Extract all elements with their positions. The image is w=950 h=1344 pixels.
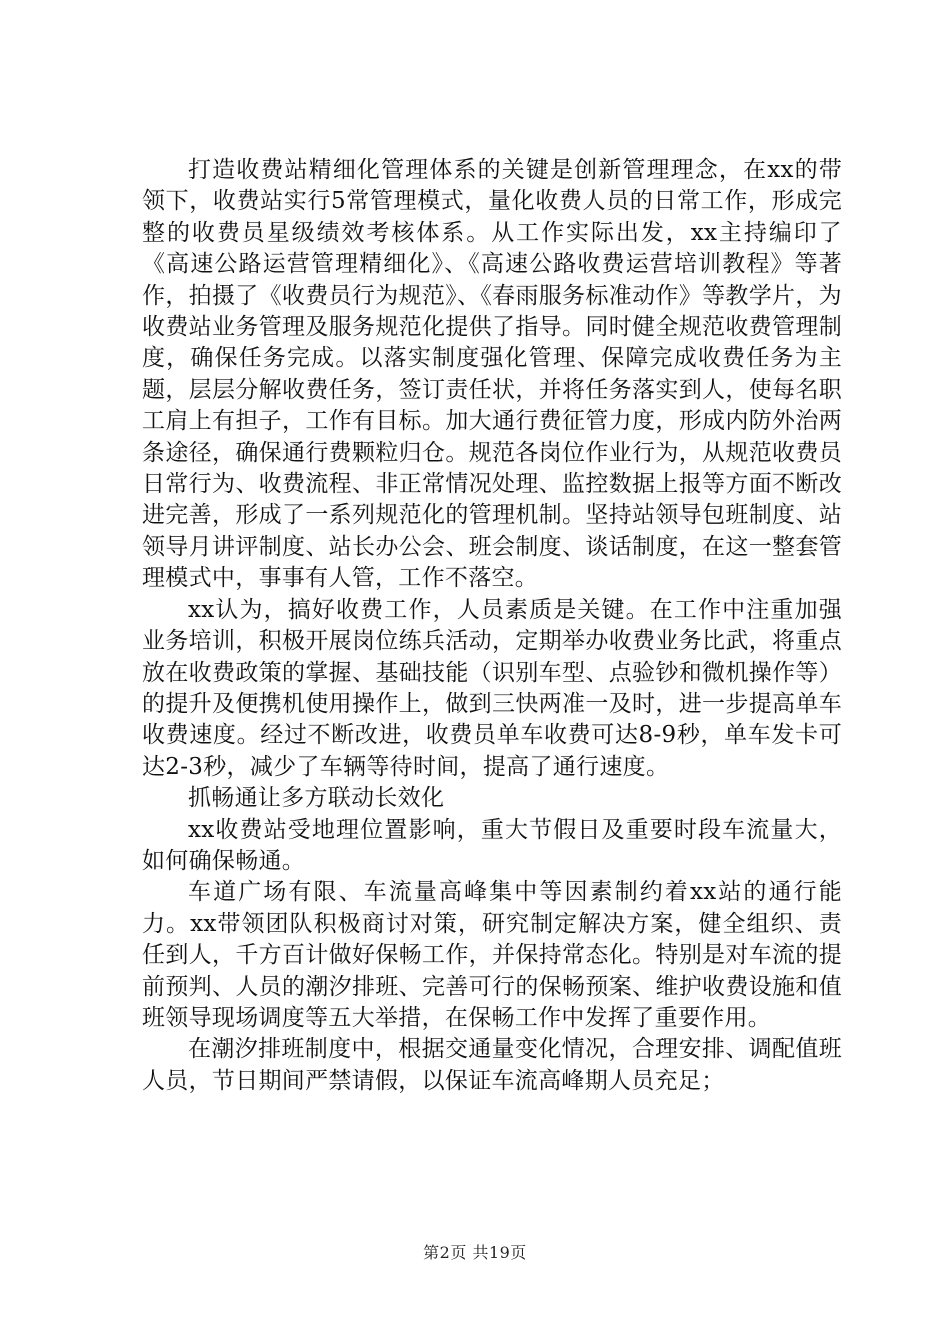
paragraph-management-system: 打造收费站精细化管理体系的关键是创新管理理念，在xx的带领下，收费站实行5常管理模式，量化收费人员的日常工作，形成完整的收费员星级绩效考核体系。从工作实际出发，xx主持编印了《高速公路运营管理精细化》、《高速公路收费运营培训教程》等著作，拍摄了《收费员行为规范》、《春雨服务标准动作》等教学片，为收费站业务管理及服务规范化提供了指导。同时健全规范收费管理制度，确保任务完成。以落实制度强化管理、保障完成收费任务为主题，层层分解收费任务，签订责任状，并将任务落实到人，使每名职工肩上有担子，工作有目标。加大通行费征管力度，形成内防外治两条途径，确保通行费颗粒归仓。规范各岗位作业行为，从规范收费员日常行为、收费流程、非正常情况处理、监控数据上报等方面不断改进完善，形成了一系列规范化的管理机制。坚持站领导包班制度、站领导月讲评制度、站长办公会、班会制度、谈话制度，在这一整套管理模式中，事事有人管，工作不落空。 — [142, 157, 842, 592]
paragraph-staff-training: xx认为，搞好收费工作，人员素质是关键。在工作中注重加强业务培训，积极开展岗位练兵活动，定期举办收费业务比武，将重点放在收费政策的掌握、基础技能（识别车型、点验钞和微机操作等）的提升及便携机使用操作上，做到三快两准一及时，进一步提高单车收费速度。经过不断改进，收费员单车收费可达8-9秒，单车发卡可达2-3秒，减少了车辆等待时间，提高了通行速度。 — [142, 596, 842, 780]
page-number-footer: 第2页 共19页 — [423, 1243, 527, 1262]
paragraph-countermeasures: 车道广场有限、车流量高峰集中等因素制约着xx站的通行能力。xx带领团队积极商讨对策，研究制定解决方案，健全组织、责任到人，千方百计做好保畅工作，并保持常态化。特别是对车流的提前预判、人员的潮汐排班、完善可行的保畅预案、维护收费设施和值班领导现场调度等五大举措，在保畅工作中发挥了重要作用。 — [142, 879, 842, 1031]
paragraph-traffic-volume: xx收费站受地理位置影响，重大节假日及重要时段车流量大，如何确保畅通。 — [142, 816, 842, 874]
paragraph-tidal-scheduling: 在潮汐排班制度中，根据交通量变化情况，合理安排、调配值班人员，节日期间严禁请假，以保证车流高峰期人员充足； — [142, 1036, 842, 1094]
document-body — [142, 155, 842, 1097]
section-heading-smooth-traffic: 抓畅通让多方联动长效化 — [188, 785, 445, 812]
